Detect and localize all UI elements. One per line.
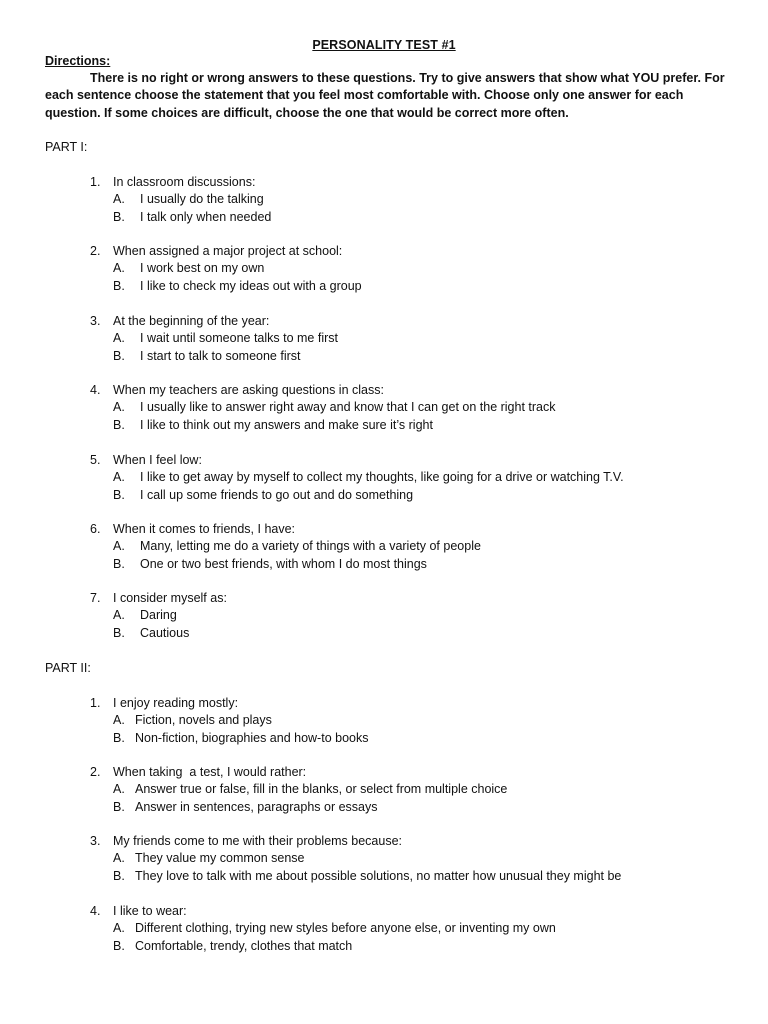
question-text: I consider myself as: [113, 591, 227, 605]
option-a-letter: A. [113, 608, 125, 623]
option-a-text: Different clothing, trying new styles before anyone else, or inventing my own [135, 921, 556, 936]
option-b-letter: B. [113, 730, 125, 745]
option-b-letter: B. [113, 799, 125, 814]
part-1-question-1 [90, 174, 750, 226]
question-number: 3. [90, 314, 101, 328]
question-text: In classroom discussions: [113, 175, 256, 189]
question-number: 4. [90, 904, 101, 918]
option-b-text: I like to think out my answers and make sure it’s right [140, 417, 433, 432]
part-1-label: PART I: [45, 140, 88, 154]
directions-label: Directions: [45, 54, 111, 68]
option-a-letter: A. [113, 921, 125, 936]
question-text: I like to wear: [113, 904, 187, 918]
option-b-letter: B. [113, 348, 125, 363]
option-a-letter: A. [113, 400, 125, 415]
option-a-text: Daring [140, 608, 177, 623]
part-2-question-1 [90, 695, 750, 747]
question-number: 7. [90, 591, 101, 605]
question-number: 3. [90, 834, 101, 848]
part-2-question-4 [90, 903, 750, 955]
option-a-text: I usually like to answer right away and know that I can get on the right track [140, 400, 556, 415]
option-a-letter: A. [113, 192, 125, 207]
question-text: My friends come to me with their problems because: [113, 834, 403, 848]
question-number: 2. [90, 765, 101, 779]
question-number: 2. [90, 244, 101, 258]
option-b-letter: B. [113, 417, 125, 432]
option-a-letter: A. [113, 713, 125, 728]
option-b-text: I like to check my ideas out with a group [140, 278, 362, 293]
option-a-letter: A. [113, 539, 125, 554]
question-text: When taking a test, I would rather: [113, 765, 307, 779]
option-b-text: Non-fiction, biographies and how-to books [135, 730, 369, 745]
option-a-letter: A. [113, 331, 125, 346]
question-text: When assigned a major project at school: [113, 244, 343, 258]
option-b-text: Comfortable, trendy, clothes that match [135, 938, 353, 953]
option-a-text: I work best on my own [140, 261, 265, 276]
option-b-text: They love to talk with me about possible solutions, no matter how unusual they might be [135, 868, 622, 883]
option-a-letter: A. [113, 261, 125, 276]
option-b-letter: B. [113, 625, 125, 640]
part-2-question-2 [90, 764, 750, 816]
option-a-text: Fiction, novels and plays [135, 713, 272, 728]
option-a-letter: A. [113, 782, 125, 797]
option-a-text: Many, letting me do a variety of things with a variety of people [140, 539, 481, 554]
question-number: 5. [90, 453, 101, 467]
option-b-letter: B. [113, 209, 125, 224]
option-b-letter: B. [113, 868, 125, 883]
option-b-text: Cautious [140, 625, 190, 640]
directions-text: There is no right or wrong answers to these questions. Try to give answers that show what YOU prefer. For each sentence choose the statement that you feel most comfortable with. Choose only one answer for each question. If some choices are difficult, choose the one that would be correct more often. [45, 71, 725, 120]
part-2-label: PART II: [45, 661, 91, 675]
question-number: 1. [90, 696, 101, 710]
part-1-question-2 [90, 243, 750, 295]
option-b-text: I call up some friends to go out and do something [140, 487, 414, 502]
question-text: At the beginning of the year: [113, 314, 270, 328]
part-2-question-3 [90, 833, 750, 885]
question-number: 6. [90, 522, 101, 536]
page-title: PERSONALITY TEST #1 [312, 38, 456, 52]
option-a-text: I wait until someone talks to me first [140, 331, 338, 346]
option-a-text: I like to get away by myself to collect my thoughts, like going for a drive or watching T.V. [140, 470, 624, 485]
option-b-letter: B. [113, 556, 125, 571]
part-1-question-5 [90, 452, 750, 504]
question-text: When my teachers are asking questions in class: [113, 383, 384, 397]
question-number: 1. [90, 175, 101, 189]
option-a-text: They value my common sense [135, 851, 305, 866]
option-b-letter: B. [113, 278, 125, 293]
question-text: When it comes to friends, I have: [113, 522, 296, 536]
option-b-text: I start to talk to someone first [140, 348, 301, 363]
question-number: 4. [90, 383, 101, 397]
option-b-text: One or two best friends, with whom I do most things [140, 556, 427, 571]
option-b-text: I talk only when needed [140, 209, 272, 224]
part-1-question-3 [90, 313, 750, 365]
option-a-letter: A. [113, 851, 125, 866]
question-text: I enjoy reading mostly: [113, 696, 239, 710]
question-text: When I feel low: [113, 453, 202, 467]
part-1-question-4 [90, 382, 750, 434]
option-b-letter: B. [113, 487, 125, 502]
part-1-question-7 [90, 590, 750, 642]
option-a-text: I usually do the talking [140, 192, 264, 207]
option-b-letter: B. [113, 938, 125, 953]
option-b-text: Answer in sentences, paragraphs or essays [135, 799, 378, 814]
option-a-text: Answer true or false, fill in the blanks, or select from multiple choice [135, 782, 508, 797]
part-1-question-6 [90, 521, 750, 573]
option-a-letter: A. [113, 470, 125, 485]
